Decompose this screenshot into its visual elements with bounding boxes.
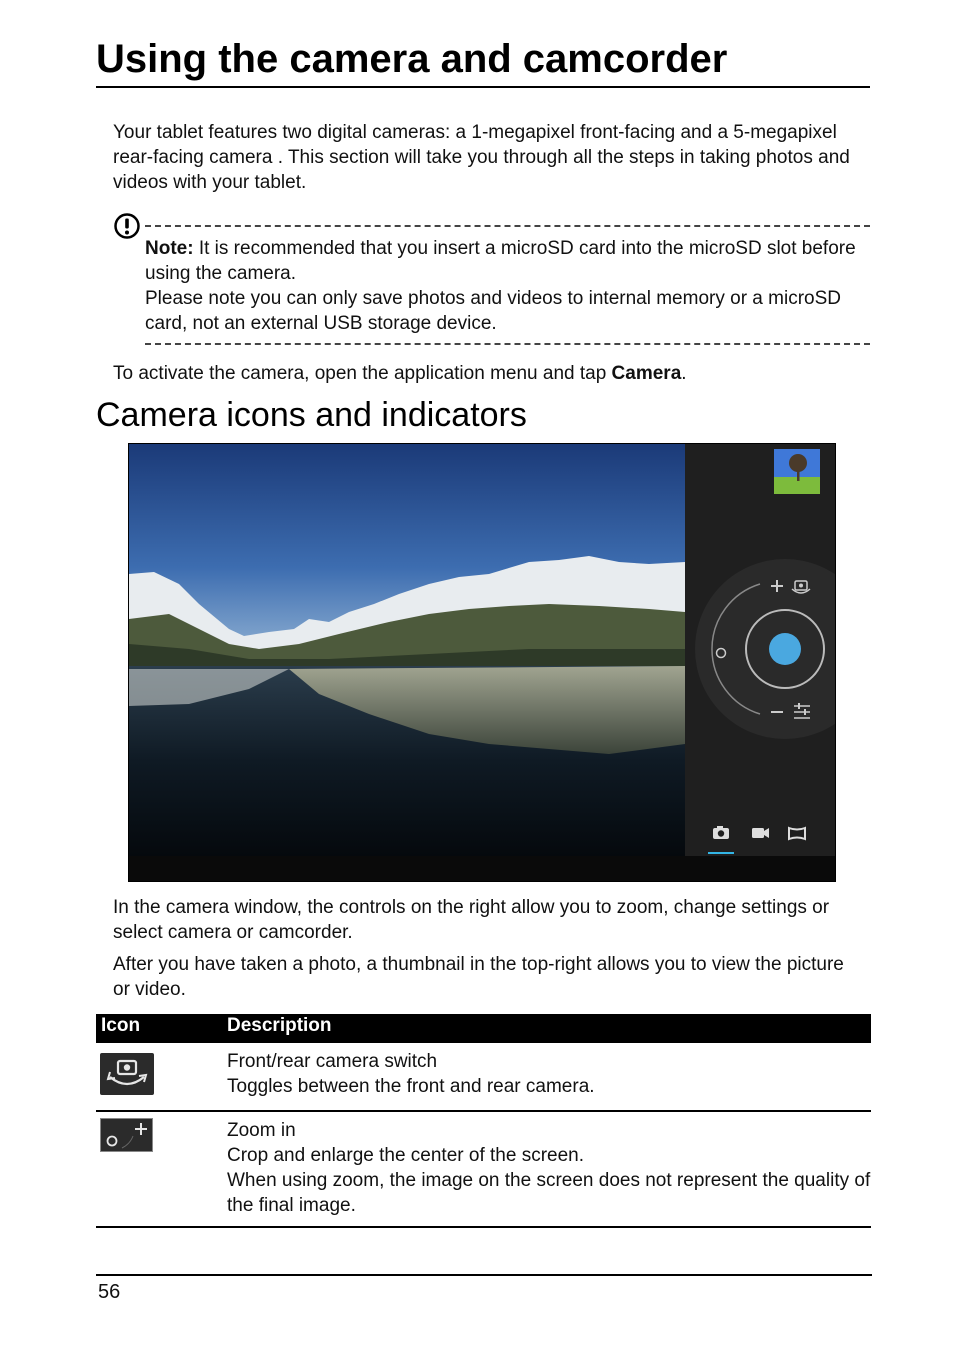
row-text: Crop and enlarge the center of the screen.	[227, 1145, 585, 1166]
photo-mode-icon[interactable]	[713, 826, 729, 839]
video-mode-icon[interactable]	[752, 828, 769, 838]
panorama-mode-icon[interactable]	[789, 828, 805, 839]
icon-table	[96, 1014, 871, 1228]
camera-switch-icon	[100, 1053, 154, 1095]
row-text: When using zoom, the image on the screen does not represent the quality of the final image.	[227, 1170, 871, 1216]
camera-screenshot	[128, 443, 836, 882]
activate-bold: Camera	[611, 363, 682, 384]
note-bottom-divider	[145, 343, 870, 345]
page-number: 56	[98, 1281, 121, 1303]
note-label: Note:	[145, 238, 194, 259]
intro-paragraph: Your tablet features two digital cameras: a 1-megapixel front-facing and a 5-megapixel rear-facing camera . This section will take you through all the steps in taking photos and videos with your tablet.	[113, 122, 850, 193]
note-top-divider	[145, 225, 870, 227]
table-row	[96, 1111, 871, 1227]
row-title: Zoom in	[227, 1120, 296, 1141]
page-title: Using the camera and camcorder	[96, 36, 870, 88]
zoom-in-icon	[100, 1118, 153, 1152]
table-row	[96, 1043, 871, 1111]
shutter-button[interactable]	[769, 633, 801, 665]
note-line-2: Please note you can only save photos and videos to internal memory or a microSD card, not an external USB storage device.	[145, 288, 841, 334]
navigation-strip	[129, 856, 835, 881]
header-icon: Icon	[96, 1014, 222, 1043]
note-text	[145, 236, 860, 336]
mode-selector	[705, 822, 820, 856]
warning-icon	[114, 213, 140, 239]
section-title: Camera icons and indicators	[96, 396, 527, 434]
activate-suffix: .	[681, 363, 687, 384]
footer-divider	[96, 1274, 872, 1276]
viewfinder-photo	[129, 444, 685, 856]
control-ring	[695, 559, 835, 739]
description-cell	[222, 1043, 871, 1111]
camera-control-panel	[685, 444, 835, 856]
description-cell	[222, 1111, 871, 1227]
row-text: Toggles between the front and rear camera.	[227, 1076, 595, 1097]
last-photo-thumbnail[interactable]	[774, 449, 820, 494]
icon-cell	[96, 1111, 222, 1227]
activate-prefix: To activate the camera, open the application menu and tap	[113, 363, 612, 384]
after-paragraph-1: In the camera window, the controls on the right allow you to zoom, change settings or select camera or camcorder.	[113, 897, 830, 943]
header-description: Description	[222, 1014, 871, 1043]
icon-cell	[96, 1043, 222, 1111]
activate-paragraph	[113, 361, 853, 386]
after-paragraph-2: After you have taken a photo, a thumbnail in the top-right allows you to view the picture or video.	[113, 954, 844, 1000]
row-title: Front/rear camera switch	[227, 1051, 438, 1072]
note-line-1: It is recommended that you insert a microSD card into the microSD slot before using the camera.	[145, 238, 856, 284]
